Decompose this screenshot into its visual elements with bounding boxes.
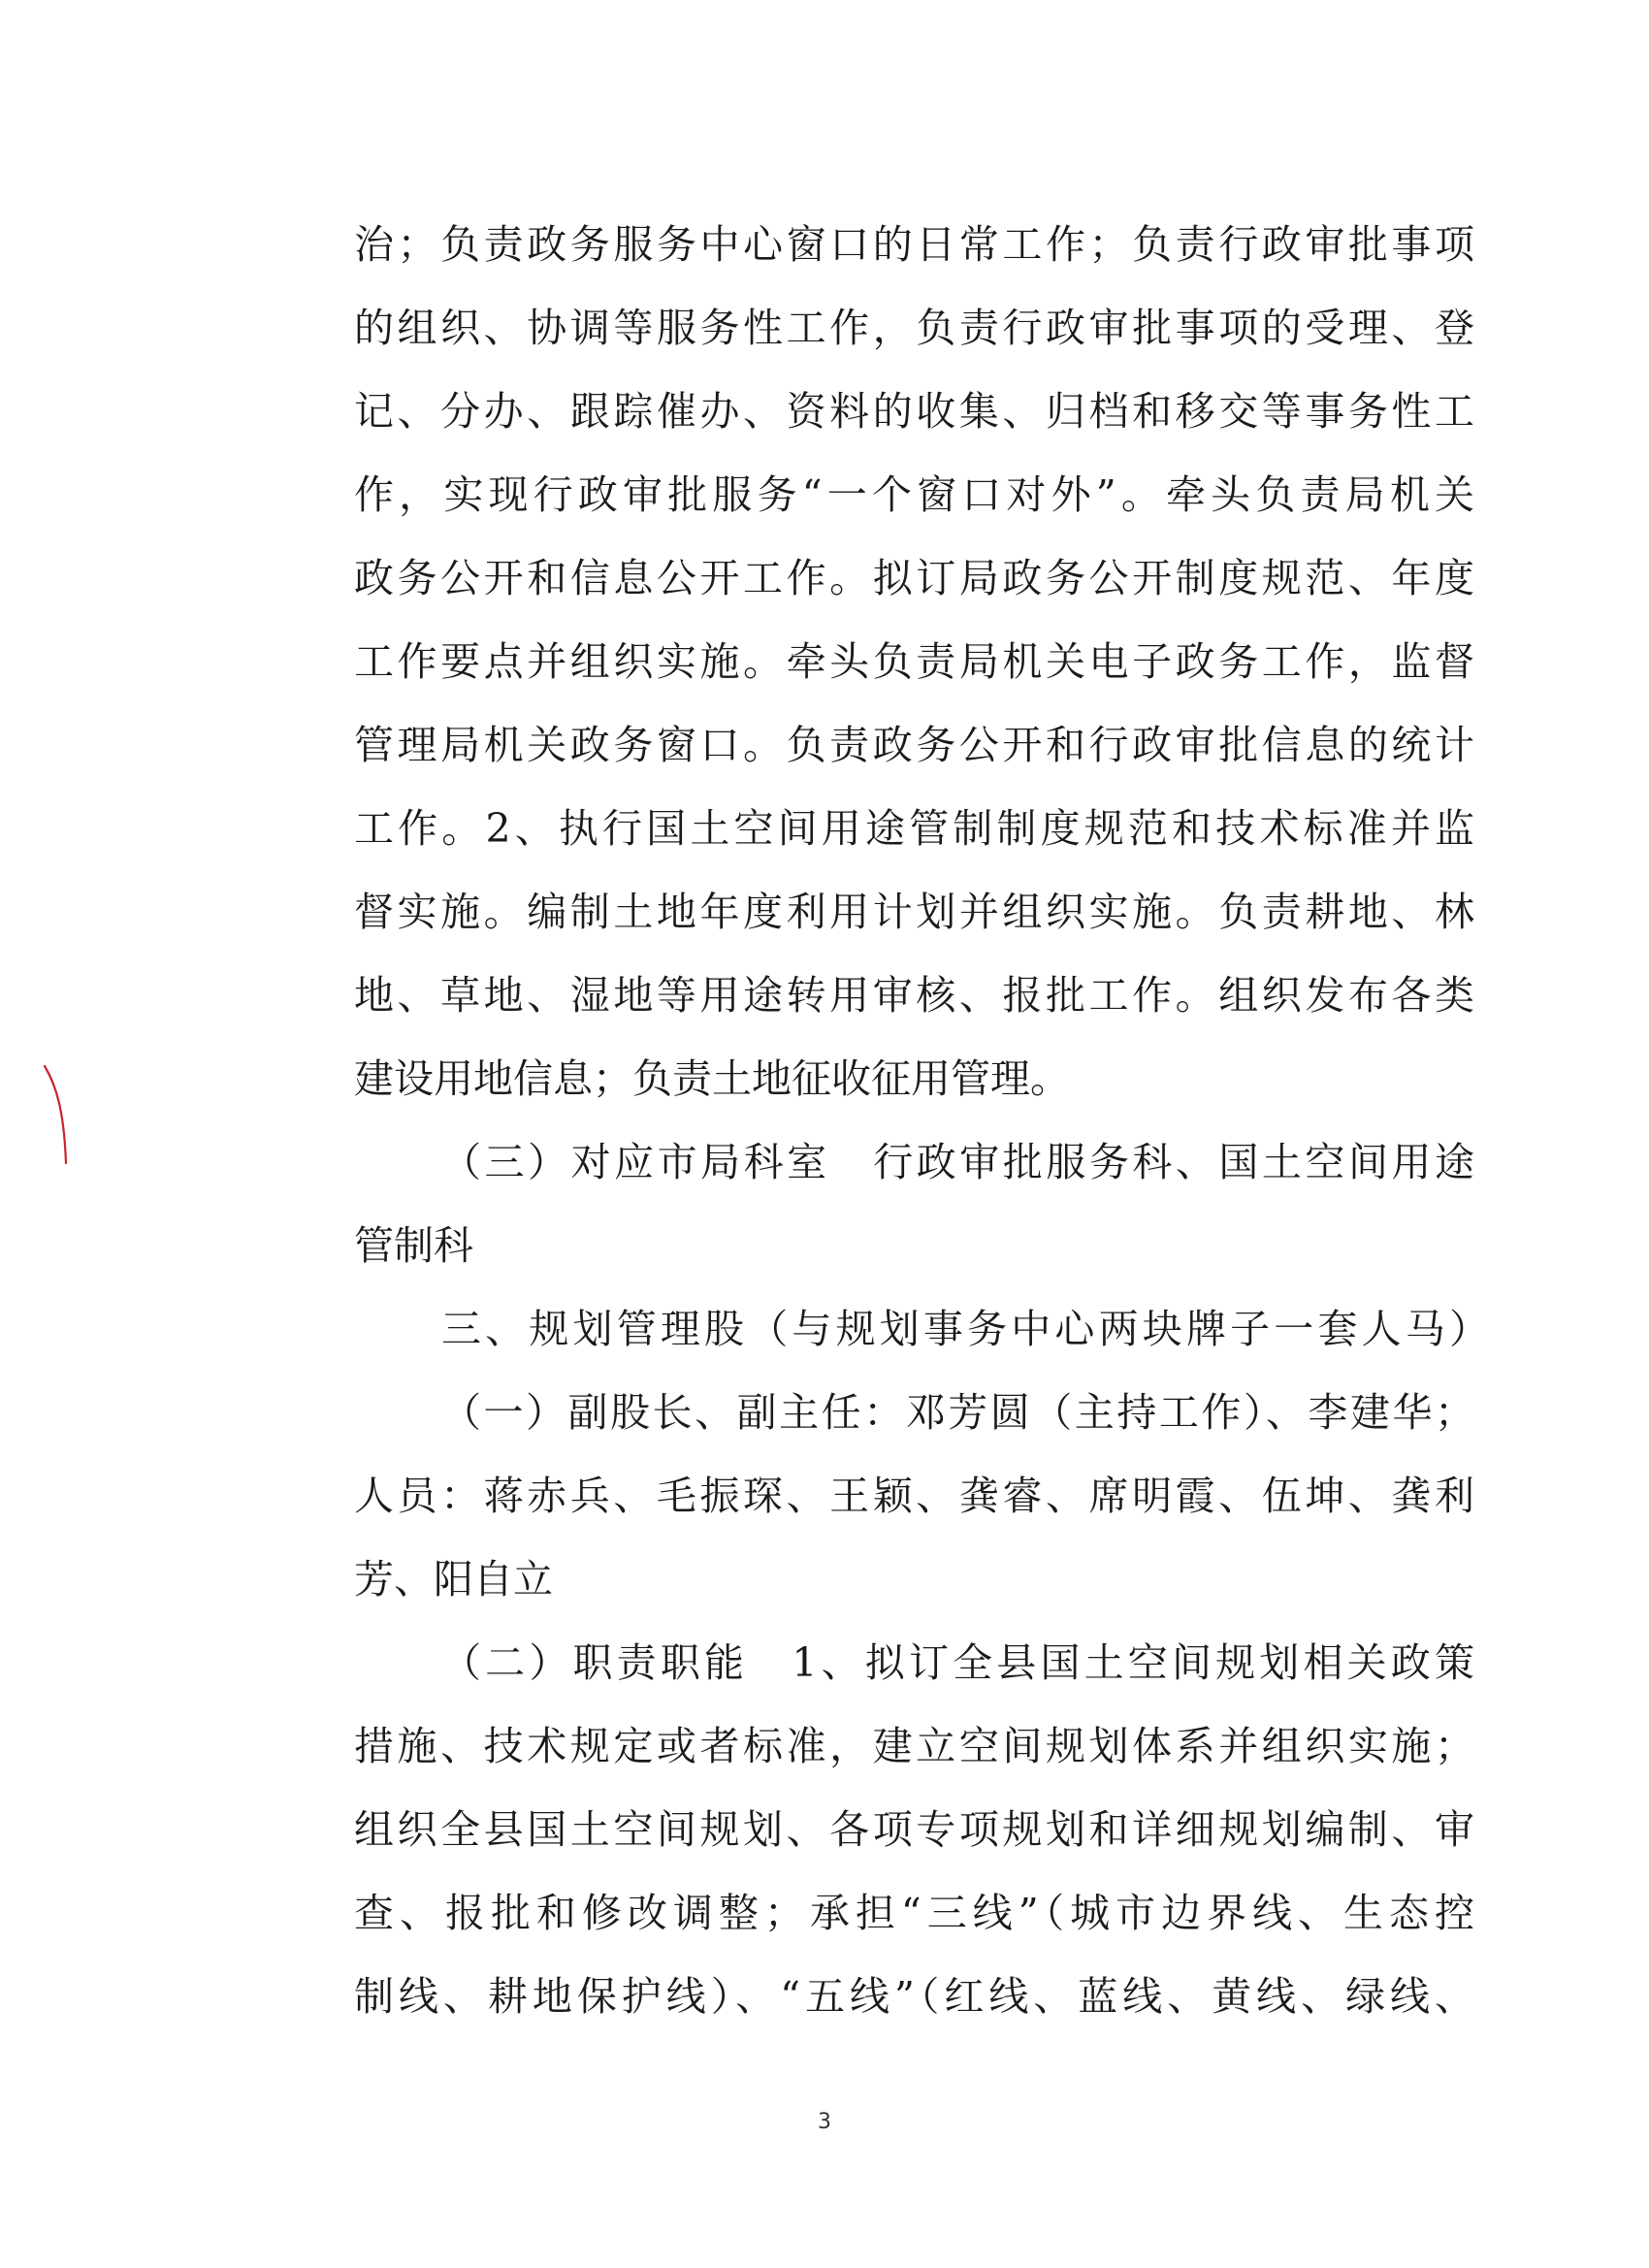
text-line: 建设用地信息；负责土地征收征用管理。	[354, 1055, 1070, 1102]
section-heading: （二）职责职能 1、拟订全县国土空间规划相关政策	[441, 1639, 1474, 1686]
text-line: 政务公开和信息公开工作。拟订局政务公开制度规范、年度	[354, 555, 1474, 601]
text-line: 治；负责政务服务中心窗口的日常工作；负责行政审批事项	[354, 221, 1474, 268]
text-line: 地、草地、湿地等用途转用审核、报批工作。组织发布各类	[354, 972, 1474, 1019]
text-line: 芳、阳自立	[354, 1556, 553, 1603]
text-line: 工作要点并组织实施。牵头负责局机关电子政务工作，监督	[354, 638, 1474, 685]
text-line: 的组织、协调等服务性工作，负责行政审批事项的受理、登	[354, 305, 1474, 351]
text-line: 措施、技术规定或者标准，建立空间规划体系并组织实施；	[354, 1723, 1474, 1769]
page-number: 3	[818, 2110, 831, 2134]
section-heading: （三）对应市局科室 行政审批服务科、国土空间用途	[441, 1139, 1474, 1185]
text-line: 督实施。编制土地年度利用计划并组织实施。负责耕地、林	[354, 889, 1474, 935]
text-line: 工作。2、执行国土空间用途管制制度规范和技术标准并监	[354, 805, 1474, 852]
text-line: 查、报批和修改调整；承担“三线”（城市边界线、生态控	[354, 1890, 1474, 1936]
text-line: 管理局机关政务窗口。负责政务公开和行政审批信息的统计	[354, 722, 1474, 768]
section-heading: （一）副股长、副主任：邓芳圆（主持工作）、李建华；	[441, 1389, 1474, 1436]
text-line: 制线、耕地保护线）、“五线”（红线、蓝线、黄线、绿线、	[354, 1973, 1474, 2020]
text-line: 记、分办、跟踪催办、资料的收集、归档和移交等事务性工	[354, 388, 1474, 435]
text-line: 组织全县国土空间规划、各项专项规划和详细规划编制、审	[354, 1806, 1474, 1853]
red-pen-mark	[39, 1062, 78, 1169]
section-title: 三、规划管理股（与规划事务中心两块牌子一套人马）	[441, 1306, 1489, 1352]
text-line: 管制科	[354, 1222, 473, 1269]
text-line: 作，实现行政审批服务“一个窗口对外”。牵头负责局机关	[354, 471, 1474, 518]
text-line: 人员：蒋赤兵、毛振琛、王颖、龚睿、席明霞、伍坤、龚利	[354, 1473, 1474, 1519]
